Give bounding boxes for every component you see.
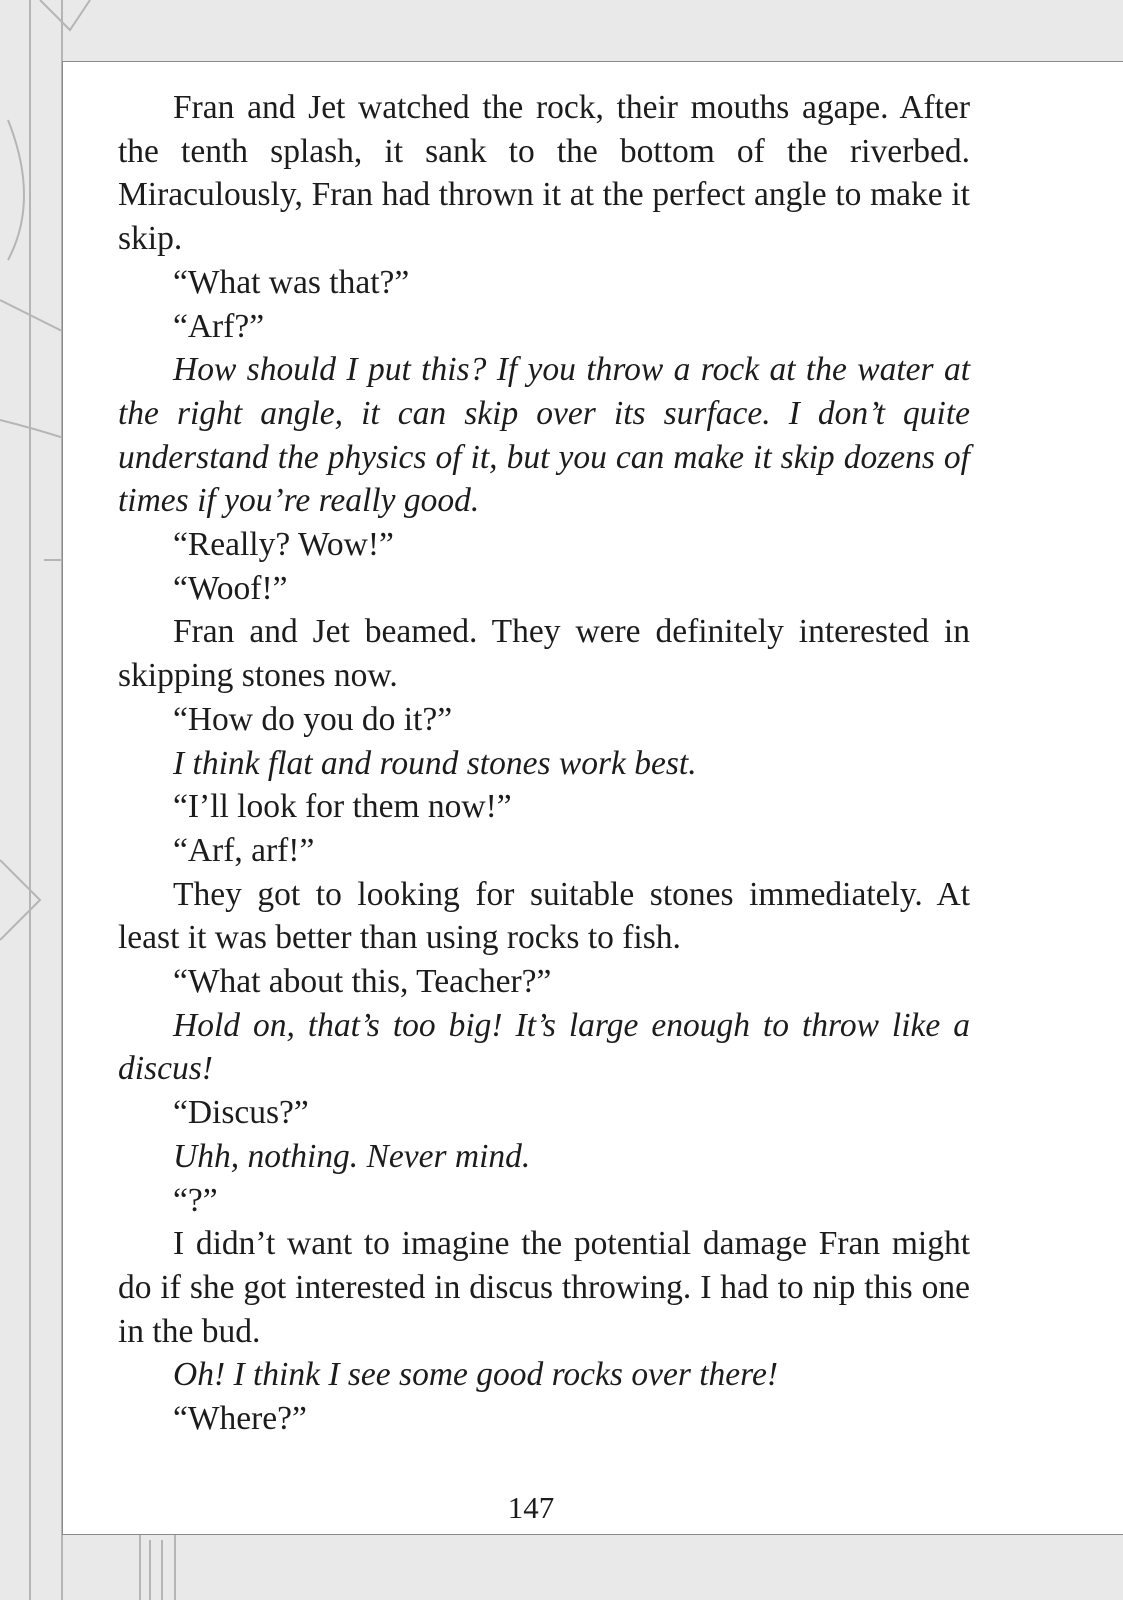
paragraph: “How do you do it?” — [173, 700, 453, 738]
paragraph: “Discus?” — [173, 1094, 309, 1132]
paragraph: “?” — [173, 1181, 218, 1219]
paragraph: How should I put this? If you throw a rock at the water at the right angle, it can skip over its surface. I don’t quite understand the physics of it, but you can make it skip dozens of times if you’re really good. — [118, 351, 970, 520]
paragraph: Fran and Jet beamed. They were definitely interested in skipping stones now. — [118, 613, 970, 695]
paragraph: They got to looking for suitable stones immediately. At least it was better than using rocks to fish. — [118, 875, 970, 957]
paragraph: Fran and Jet watched the rock, their mouths agape. After the tenth splash, it sank to the bottom of the riverbed. Miraculously, Fran had thrown it at the perfect angle to make it skip. — [118, 89, 970, 258]
paragraph: “I’ll look for them now!” — [173, 788, 512, 826]
paragraph: Oh! I think I see some good rocks over there! — [173, 1356, 778, 1394]
paragraph: “Where?” — [173, 1400, 307, 1438]
body-text — [118, 86, 970, 1441]
paragraph: “Really? Wow!” — [173, 526, 394, 564]
paragraph: I think flat and round stones work best. — [173, 744, 697, 782]
paragraph: Uhh, nothing. Never mind. — [173, 1137, 531, 1175]
paragraph: Hold on, that’s too big! It’s large enough to throw like a discus! — [118, 1006, 970, 1088]
paragraph: “Arf, arf!” — [173, 831, 315, 869]
page-number: 147 — [507, 1490, 555, 1525]
paragraph: I didn’t want to imagine the potential damage Fran might do if she got interested in discus throwing. I had to nip this one in the bud. — [118, 1225, 970, 1350]
paragraph: “Arf?” — [173, 307, 265, 345]
paragraph: “Woof!” — [173, 569, 288, 607]
paragraph: “What was that?” — [173, 263, 410, 301]
paragraph: “What about this, Teacher?” — [173, 963, 552, 1001]
